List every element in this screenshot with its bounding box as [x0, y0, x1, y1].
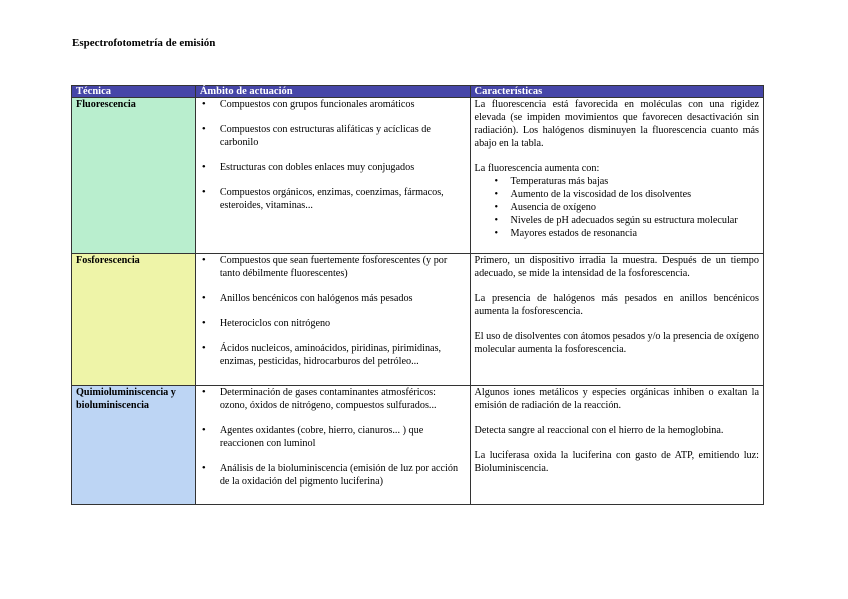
list-item: • Compuestos orgánicos, enzimas, coenzimas, fármacos, esteroides, vitaminas...	[200, 186, 466, 212]
paragraph: La fluorescencia aumenta con:	[474, 163, 600, 174]
list-item: • Temperaturas más bajas	[475, 175, 759, 188]
paragraph: Detecta sangre al reaccional con el hierro de la hemoglobina.	[474, 425, 724, 436]
table-header-row	[72, 86, 764, 98]
list-item: • Determinación de gases contaminantes atmosféricos: ozono, óxidos de nitrógeno, compuestos sulfurados...	[200, 386, 466, 412]
list-item: • Compuestos con grupos funcionales aromáticos	[200, 98, 466, 111]
header-caracteristicas: Características	[470, 86, 763, 98]
emission-table	[71, 85, 764, 505]
caracteristicas-cell	[470, 386, 763, 505]
list-item: • Ausencia de oxígeno	[475, 201, 759, 214]
ambito-cell	[195, 386, 470, 505]
header-tecnica: Técnica	[72, 86, 196, 98]
paragraph: La presencia de halógenos más pesados en anillos bencénicos aumenta la fosforescencia.	[474, 293, 759, 317]
paragraph: Primero, un dispositivo irradia la muestra. Después de un tiempo adecuado, se mide la intensidad de la fosforescencia.	[474, 255, 759, 279]
caracteristicas-cell	[470, 254, 763, 386]
table-row-quimioluminiscencia	[72, 386, 764, 505]
paragraph: El uso de disolventes con átomos pesados y/o la presencia de oxígeno molecular aumenta la fosforescencia.	[474, 331, 759, 355]
tecnica-cell: Fosforescencia	[72, 254, 196, 386]
paragraph: La fluorescencia está favorecida en moléculas con una rigidez elevada (se impiden movimientos que favorecen desactivación sin radiación). Los halógenos disminuyen la fluorescencia cuanto más abajo en la tabla.	[474, 99, 759, 149]
tecnica-cell: Fluorescencia	[72, 98, 196, 254]
list-item: • Mayores estados de resonancia	[475, 227, 759, 240]
factors-list	[475, 175, 759, 240]
paragraph: Algunos iones metálicos y especies orgánicas inhiben o exaltan la emisión de radiación de la reacción.	[474, 387, 759, 411]
tecnica-cell: Quimioluminiscencia y bioluminiscencia	[72, 386, 196, 505]
list-item: • Anillos bencénicos con halógenos más pesados	[200, 292, 466, 305]
list-item: • Compuestos con estructuras alifáticas y acíclicas de carbonilo	[200, 123, 466, 149]
ambito-list	[200, 254, 466, 368]
ambito-cell	[195, 98, 470, 254]
table-row-fosforescencia	[72, 254, 764, 386]
ambito-list	[200, 98, 466, 212]
caracteristicas-cell	[470, 98, 763, 254]
list-item: • Compuestos que sean fuertemente fosforescentes (y por tanto débilmente fluorescentes)	[200, 254, 466, 280]
ambito-list	[200, 386, 466, 488]
list-item: • Agentes oxidantes (cobre, hierro, cianuros... ) que reaccionen con luminol	[200, 424, 466, 450]
list-item: • Ácidos nucleicos, aminoácidos, piridinas, pirimidinas, enzimas, pesticidas, hidrocarburos del petróleo...	[200, 342, 466, 368]
header-ambito: Ámbito de actuación	[195, 86, 470, 98]
list-item: • Aumento de la viscosidad de los disolventes	[475, 188, 759, 201]
list-item: • Análisis de la bioluminiscencia (emisión de luz por acción de la oxidación del pigmento luciferina)	[200, 462, 466, 488]
ambito-cell	[195, 254, 470, 386]
list-item: • Estructuras con dobles enlaces muy conjugados	[200, 161, 466, 174]
list-item: • Heterociclos con nitrógeno	[200, 317, 466, 330]
paragraph: La luciferasa oxida la luciferina con gasto de ATP, emitiendo luz: Bioluminiscencia.	[474, 450, 759, 474]
table-row-fluorescencia	[72, 98, 764, 254]
list-item: • Niveles de pH adecuados según su estructura molecular	[475, 214, 759, 227]
document-title: Espectrofotometría de emisión	[72, 37, 216, 49]
